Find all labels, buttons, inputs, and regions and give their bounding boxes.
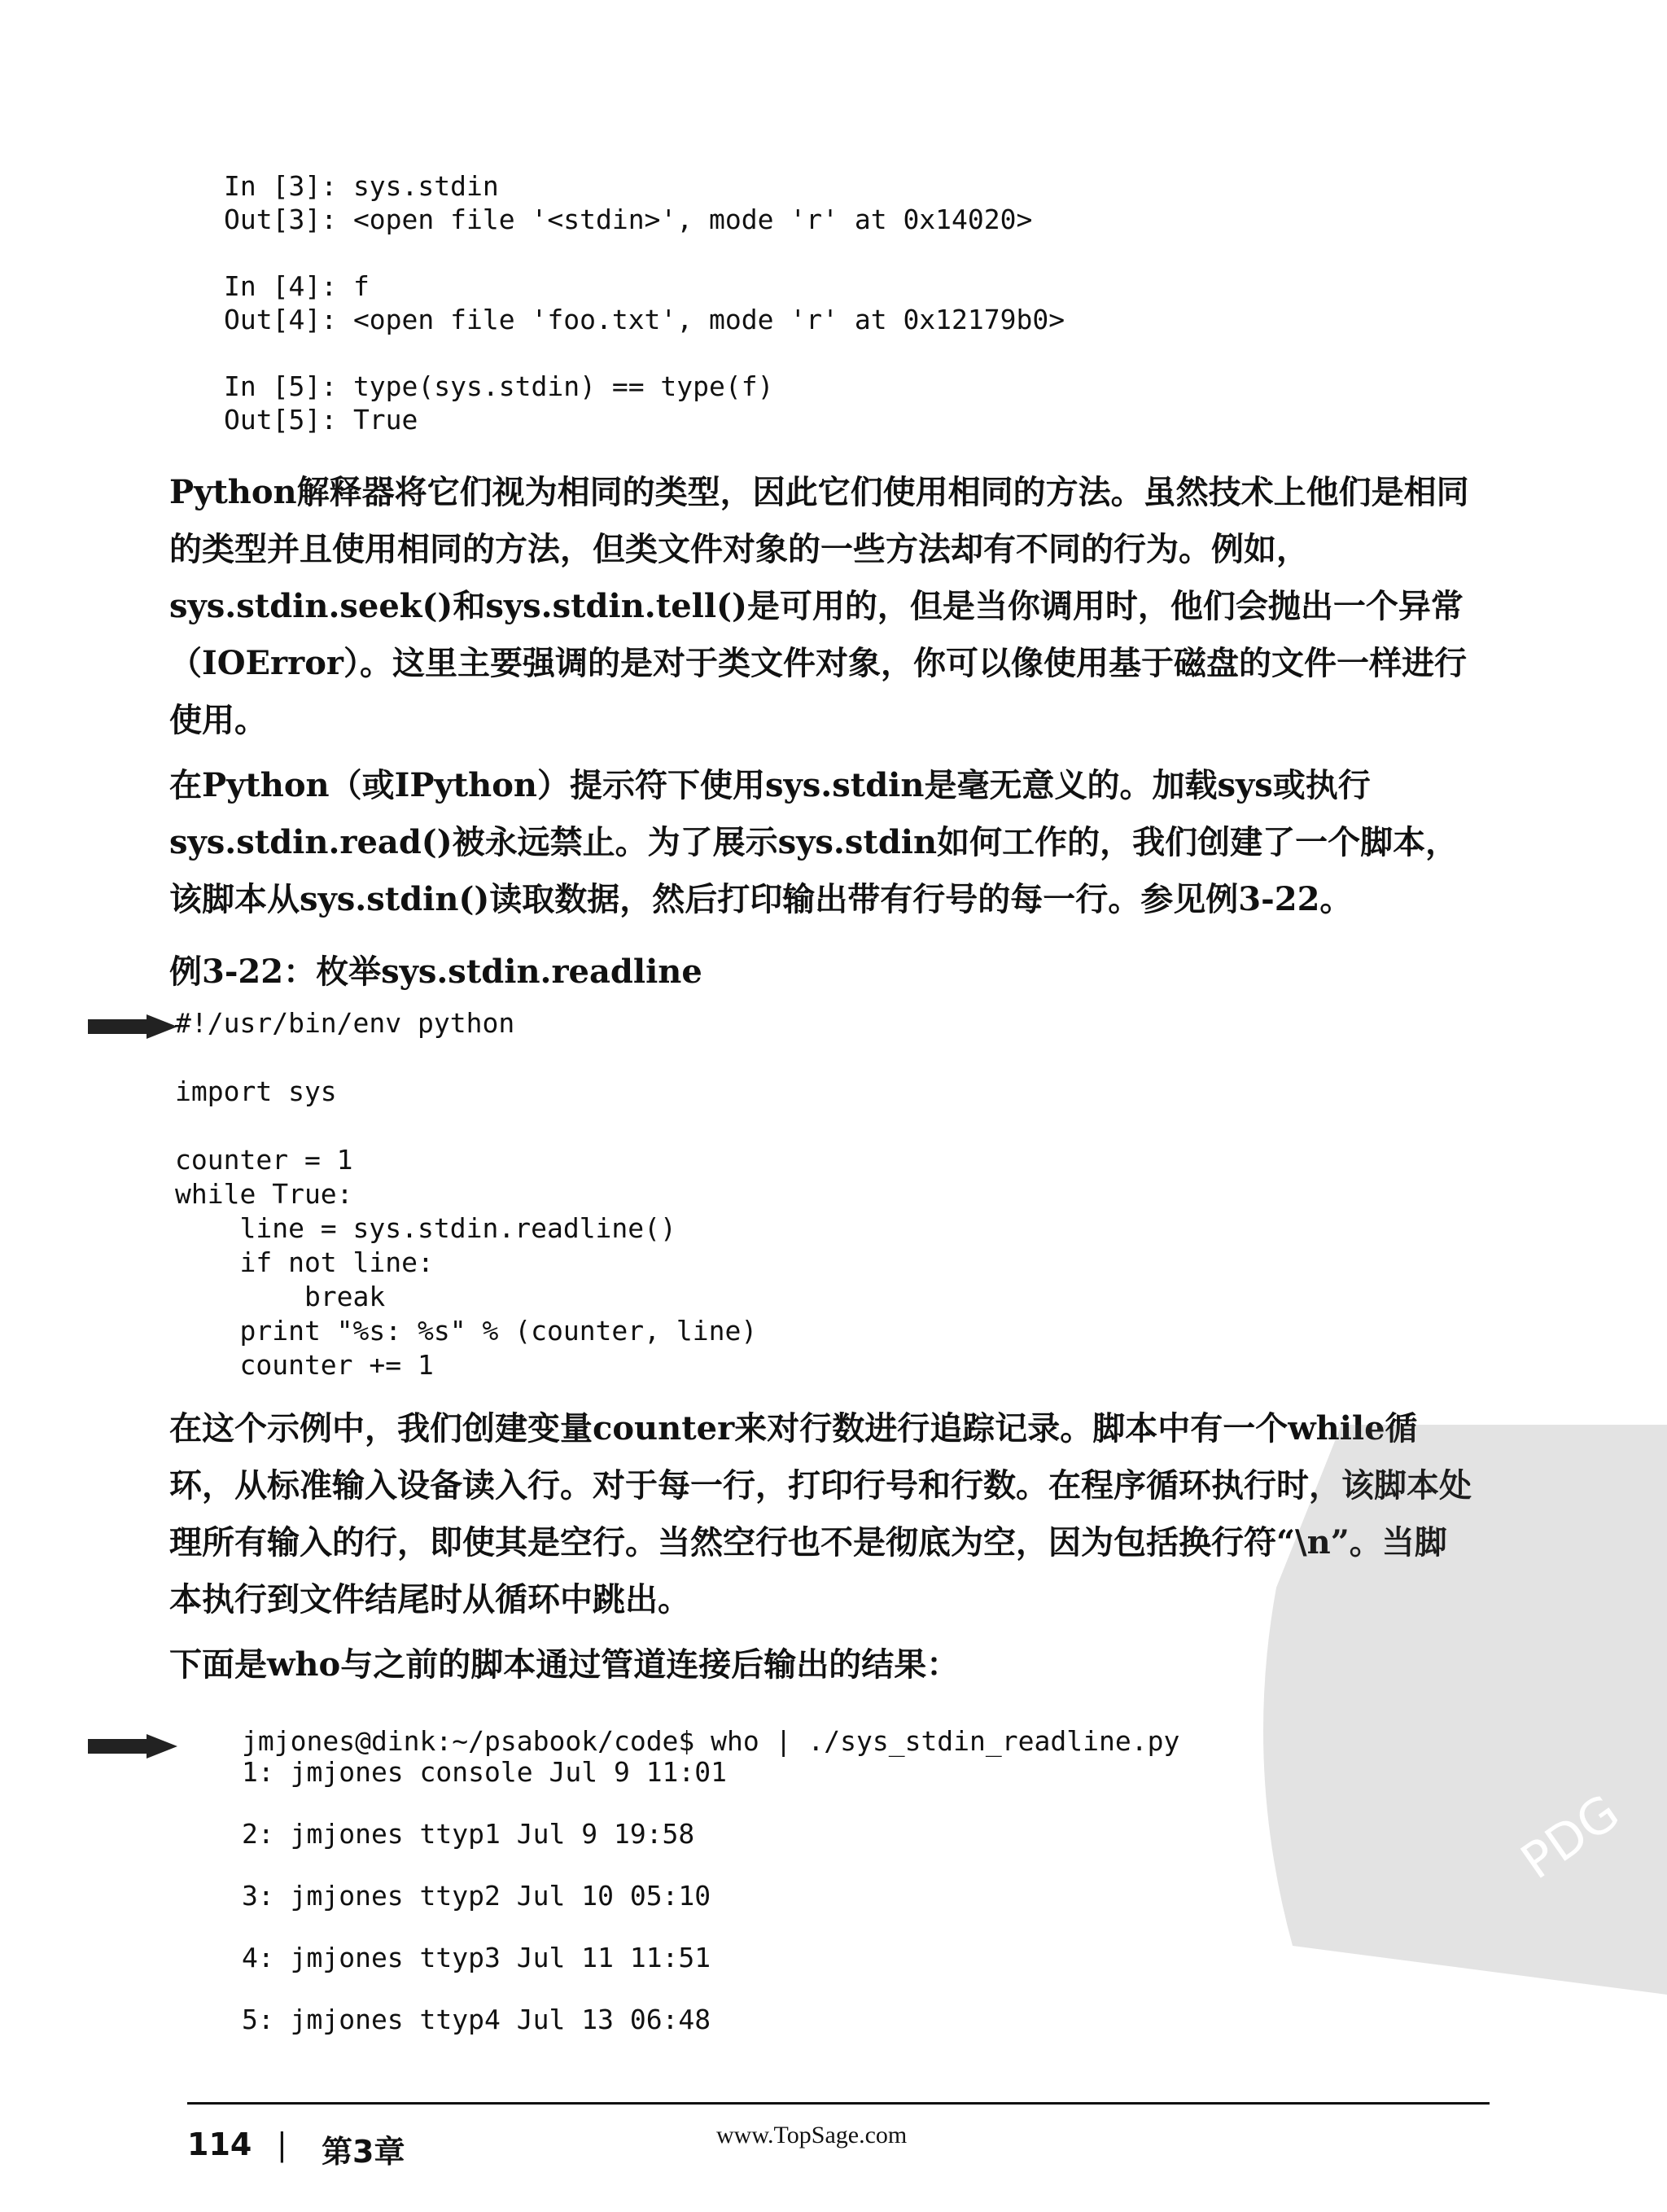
pdg-watermark-seal	[1244, 1425, 1667, 1995]
paragraph-who-pipe: 下面是who与之前的脚本通过管道连接后输出的结果：	[169, 1645, 960, 1684]
footer-separator: |	[277, 2127, 287, 2162]
code-line: Out[3]: <open file '<stdin>', mode 'r' at 0x14020>	[224, 204, 1033, 235]
pipe-output-code: jmjones@dink:~/psabook/code$ who | ./sys_stdin_readline.py 1: jmjones console Jul 9 11:01 2: jmjones ttyp1 Jul 9 19:58 3: jmjones ttyp2 Jul 10 05:10 4: jmjones ttyp3 Jul 11 11:51 5: jmjones ttyp4 Jul 13 06:48	[242, 1725, 1180, 2035]
code-marker-arrow-icon	[88, 1014, 177, 1039]
code-line: Out[4]: <open file 'foo.txt', mode 'r' at 0x12179b0>	[224, 304, 1065, 335]
page-number: 114	[187, 2127, 252, 2162]
footer-rule	[187, 2102, 1490, 2105]
code-line: In [4]: f	[224, 270, 370, 302]
code-line: Out[5]: True	[224, 404, 418, 436]
code-line: In [5]: type(sys.stdin) == type(f)	[224, 370, 774, 402]
code-line: In [3]: sys.stdin	[224, 170, 499, 202]
ipython-session-code	[224, 169, 1065, 436]
output-marker-arrow-icon	[88, 1734, 177, 1759]
watermark-label: PDG	[1511, 1784, 1630, 1891]
paragraph-counter-explanation: 在这个示例中，我们创建变量counter来对行数进行追踪记录。脚本中有一个while循环，从标准输入设备读入行。对于每一行，打印行号和行数。在程序循环执行时，该脚本处理所有输入的行，即使其是空行。当然空行也不是彻底为空，因为包括换行符“\n”。当脚本执行到文件结尾时从循环中跳出。	[169, 1409, 1472, 1618]
source-url: www.TopSage.com	[716, 2122, 908, 2148]
example-script-code: #!/usr/bin/env python import sys counter = 1 while True: line = sys.stdin.readline() if not line: break print "%s: %s" % (counter, line) counter += 1	[175, 1007, 758, 1381]
example-caption: 例3-22：枚举sys.stdin.readline	[169, 953, 702, 991]
paragraph-file-like-objects: Python解释器将它们视为相同的类型，因此它们使用相同的方法。虽然技术上他们是相同的类型并且使用相同的方法，但类文件对象的一些方法却有不同的行为。例如，sys.stdin.seek()和sys.stdin.tell()是可用的，但是当你调用时，他们会抛出一个异常（IOError）。这里主要强调的是对于类文件对象，你可以像使用基于磁盘的文件一样进行使用。	[169, 473, 1469, 739]
chapter-label: 第3章	[322, 2134, 405, 2170]
paragraph-sys-stdin: 在Python（或IPython）提示符下使用sys.stdin是毫无意义的。加载sys或执行sys.stdin.read()被永远禁止。为了展示sys.stdin如何工作的，我们创建了一个脚本，该脚本从sys.stdin()读取数据，然后打印输出带有行号的每一行。参见例3-22。	[169, 766, 1459, 918]
